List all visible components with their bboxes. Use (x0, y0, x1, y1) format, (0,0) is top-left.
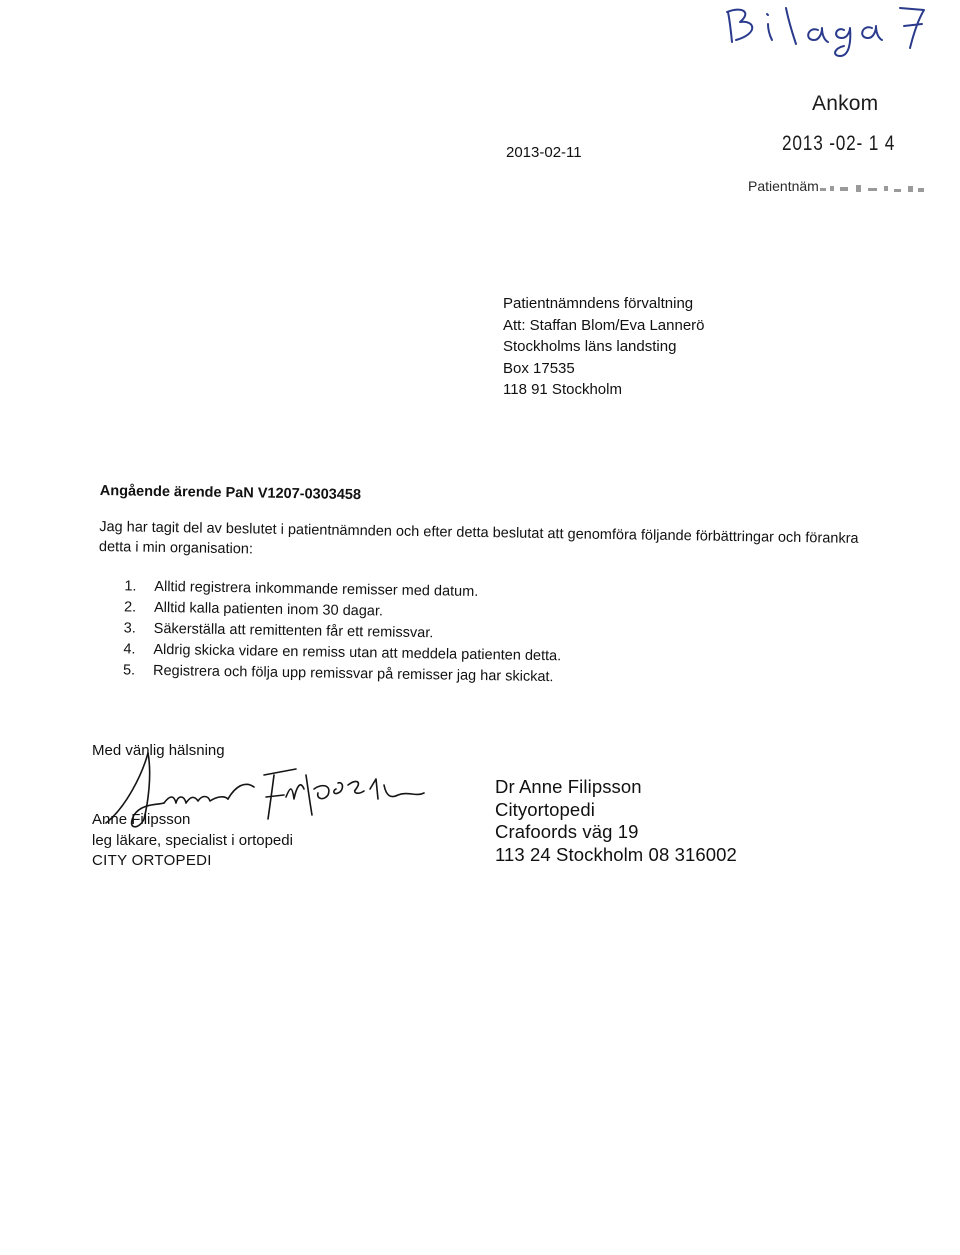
closing-greeting: Med vänlig hälsning (92, 742, 225, 759)
list-item-text: Registrera och följa upp remissvar på remisser jag har skickat. (152, 662, 554, 686)
list-item-text: Säkerställa att remittenten får ett remissvar. (153, 620, 434, 642)
recipient-line: Box 17535 (503, 359, 575, 377)
recipient-address (503, 293, 705, 401)
received-stamp-footer: Patientnäm (748, 178, 819, 194)
recipient-line: Patientnämndens förvaltning (503, 295, 694, 312)
subject-line: Angående ärende PaN V1207-0303458 (99, 483, 362, 504)
list-item-number: 2. (123, 599, 137, 616)
stamp-line: Cityortopedi (495, 798, 595, 820)
list-item-number: 4. (123, 641, 136, 658)
stamp-line: Dr Anne Filipsson (495, 776, 642, 797)
recipient-line: 118 91 Stockholm (503, 381, 622, 398)
recipient-line: Stockholms läns landsting (503, 338, 677, 355)
handwritten-annotation (700, 0, 950, 60)
handwritten-signature (86, 745, 426, 840)
list-item-text: Alltid registrera inkommande remisser med datum. (154, 578, 479, 600)
letter-date: 2013-02-11 (506, 144, 582, 161)
list-item-number: 3. (123, 620, 136, 637)
letter-body (97, 483, 880, 693)
action-list (97, 576, 879, 693)
list-item-number: 1. (124, 578, 137, 595)
signer-title: leg läkare, specialist i ortopedi (92, 832, 293, 849)
list-item-text: Alltid kalla patienten inom 30 dagar. (153, 599, 384, 620)
received-stamp-title: Ankom (812, 92, 879, 115)
signer-organization: CITY ORTOPEDI (92, 852, 212, 869)
recipient-line: Att: Staffan Blom/Eva Lannerö (503, 316, 705, 334)
signer-name: Anne Filipsson (92, 811, 191, 828)
intro-paragraph: Jag har tagit del av beslutet i patientnämnden och efter detta beslutat att genomföra följande förbättringar och förankra detta i min organisation: (98, 518, 859, 558)
received-stamp-faded-text (818, 180, 928, 198)
stamp-line: Crafoords väg 19 (495, 821, 639, 842)
practice-address-stamp (495, 776, 737, 866)
received-stamp-date: 2013 -02- 1 4 (782, 132, 896, 155)
list-item-text: Aldrig skicka vidare en remiss utan att meddela patienten detta. (153, 641, 562, 665)
stamp-line: 113 24 Stockholm 08 316002 (495, 843, 737, 865)
list-item-number: 5. (122, 662, 136, 679)
